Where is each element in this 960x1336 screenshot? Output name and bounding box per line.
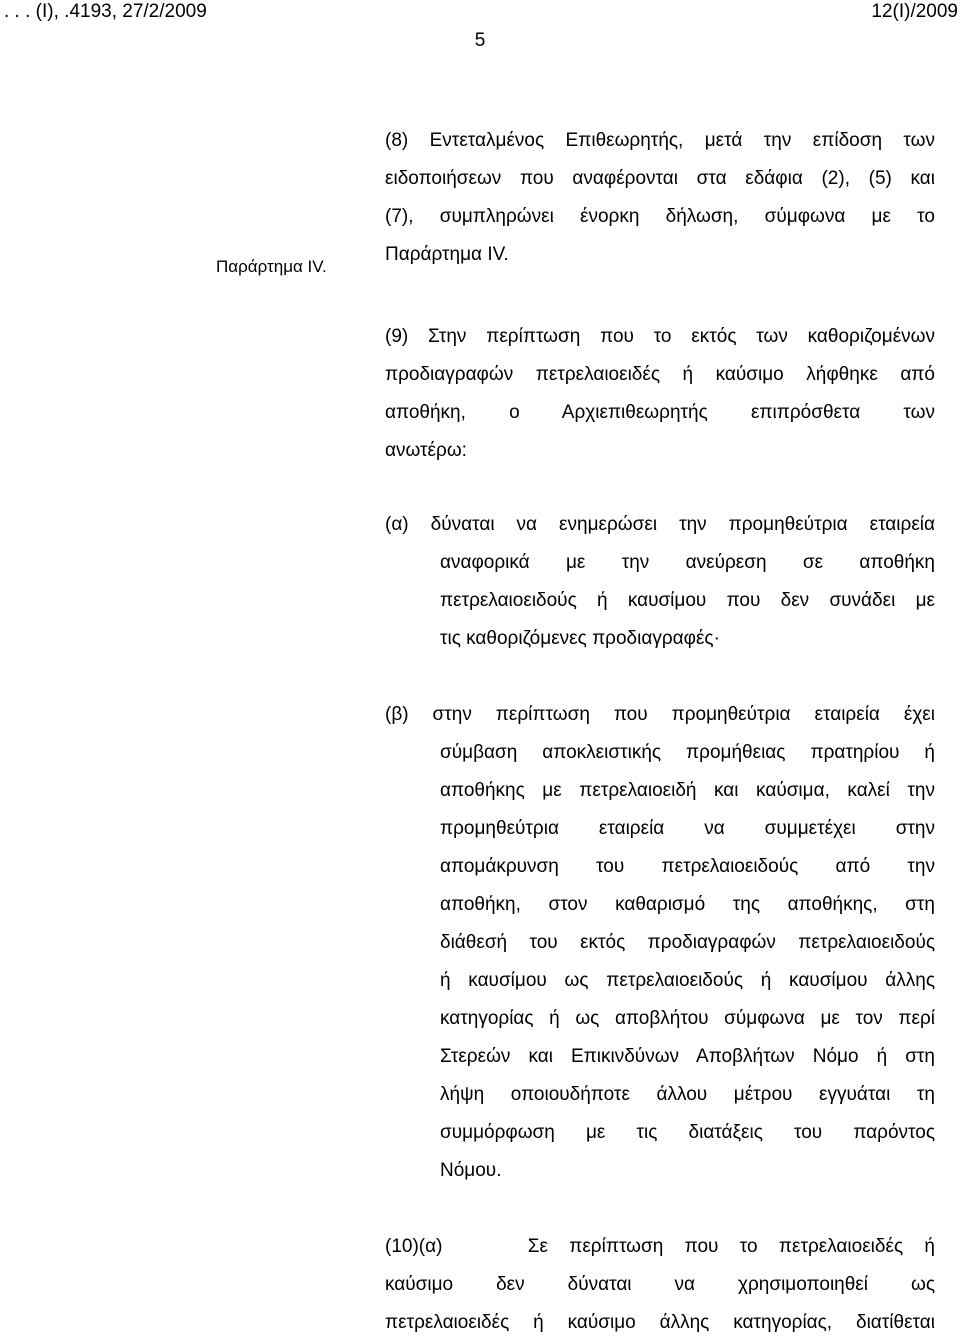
subparagraph-a-line: αναφορικά με την ανεύρεση σε αποθήκη [440,552,935,573]
subparagraph-b-line: Στερεών και Επικινδύνων Αποβλήτων Νόμο ή στη [440,1046,935,1067]
paragraph-8-line: (7), συμπληρώνει ένορκη δήλωση, σύμφωνα με το [385,206,935,227]
paragraph-8-line: (8) Εντεταλμένος Επιθεωρητής, μετά την επίδοση των [385,130,935,151]
paragraph-10-line: καύσιμο δεν δύναται να χρησιμοποιηθεί ως [385,1274,935,1295]
law-number: 12(Ι)/2009 [871,1,958,22]
subparagraph-b-line: διάθεσή του εκτός προδιαγραφών πετρελαιοειδούς [440,932,935,953]
subparagraph-b-line: αποθήκη, στον καθαρισμό της αποθήκης, στη [440,894,935,915]
subparagraph-b-line: συμμόρφωση με τις διατάξεις του παρόντος [440,1122,935,1143]
page-number: 5 [474,30,486,51]
paragraph-9-line: ανωτέρω: [385,440,467,461]
paragraph-9-line: προδιαγραφών πετρελαιοειδές ή καύσιμο λήφθηκε από [385,364,935,385]
subparagraph-b-line: σύμβαση αποκλειστικής προμήθειας πρατηρίου ή [440,742,935,763]
subparagraph-b-line: Νόμου. [440,1160,502,1181]
paragraph-10-line: (10)(α) Σε περίπτωση που το πετρελαιοειδές ή [385,1236,935,1257]
subparagraph-b-line: ή καυσίμου ως πετρελαιοειδούς ή καυσίμου άλλης [440,970,935,991]
subparagraph-b-line: προμηθεύτρια εταιρεία να συμμετέχει στην [440,818,935,839]
paragraph-10-line: πετρελαιοειδές ή καύσιμο άλλης κατηγορίας, διατίθεται [385,1312,935,1333]
subparagraph-a-line: τις καθοριζόμενες προδιαγραφές· [440,628,720,649]
subparagraph-b-line: (β) στην περίπτωση που προμηθεύτρια εταιρεία έχει [385,704,935,725]
subparagraph-b-line: λήψη οποιουδήποτε άλλου μέτρου εγγυάται τη [440,1084,935,1105]
paragraph-8-line: ειδοποιήσεων που αναφέρονται στα εδάφια (2), (5) και [385,168,935,189]
subparagraph-b-line: κατηγορίας ή ως αποβλήτου σύμφωνα με τον περί [440,1008,935,1029]
margin-note-annex: Παράρτημα IV. [216,257,327,276]
paragraph-9-line: αποθήκη, ο Αρχιεπιθεωρητής επιπρόσθετα των [385,402,935,423]
subparagraph-b-line: αποθήκης με πετρελαιοειδή και καύσιμα, καλεί την [440,780,935,801]
paragraph-8-line: Παράρτημα IV. [385,244,509,265]
subparagraph-a-line: (α) δύναται να ενημερώσει την προμηθεύτρια εταιρεία [385,514,935,535]
gazette-reference: . . . (Ι), .4193, 27/2/2009 [4,1,207,22]
subparagraph-a-line: πετρελαιοειδούς ή καυσίμου που δεν συνάδει με [440,590,935,611]
paragraph-9-line: (9) Στην περίπτωση που το εκτός των καθοριζομένων [385,326,935,347]
subparagraph-b-line: απομάκρυνση του πετρελαιοειδούς από την [440,856,935,877]
